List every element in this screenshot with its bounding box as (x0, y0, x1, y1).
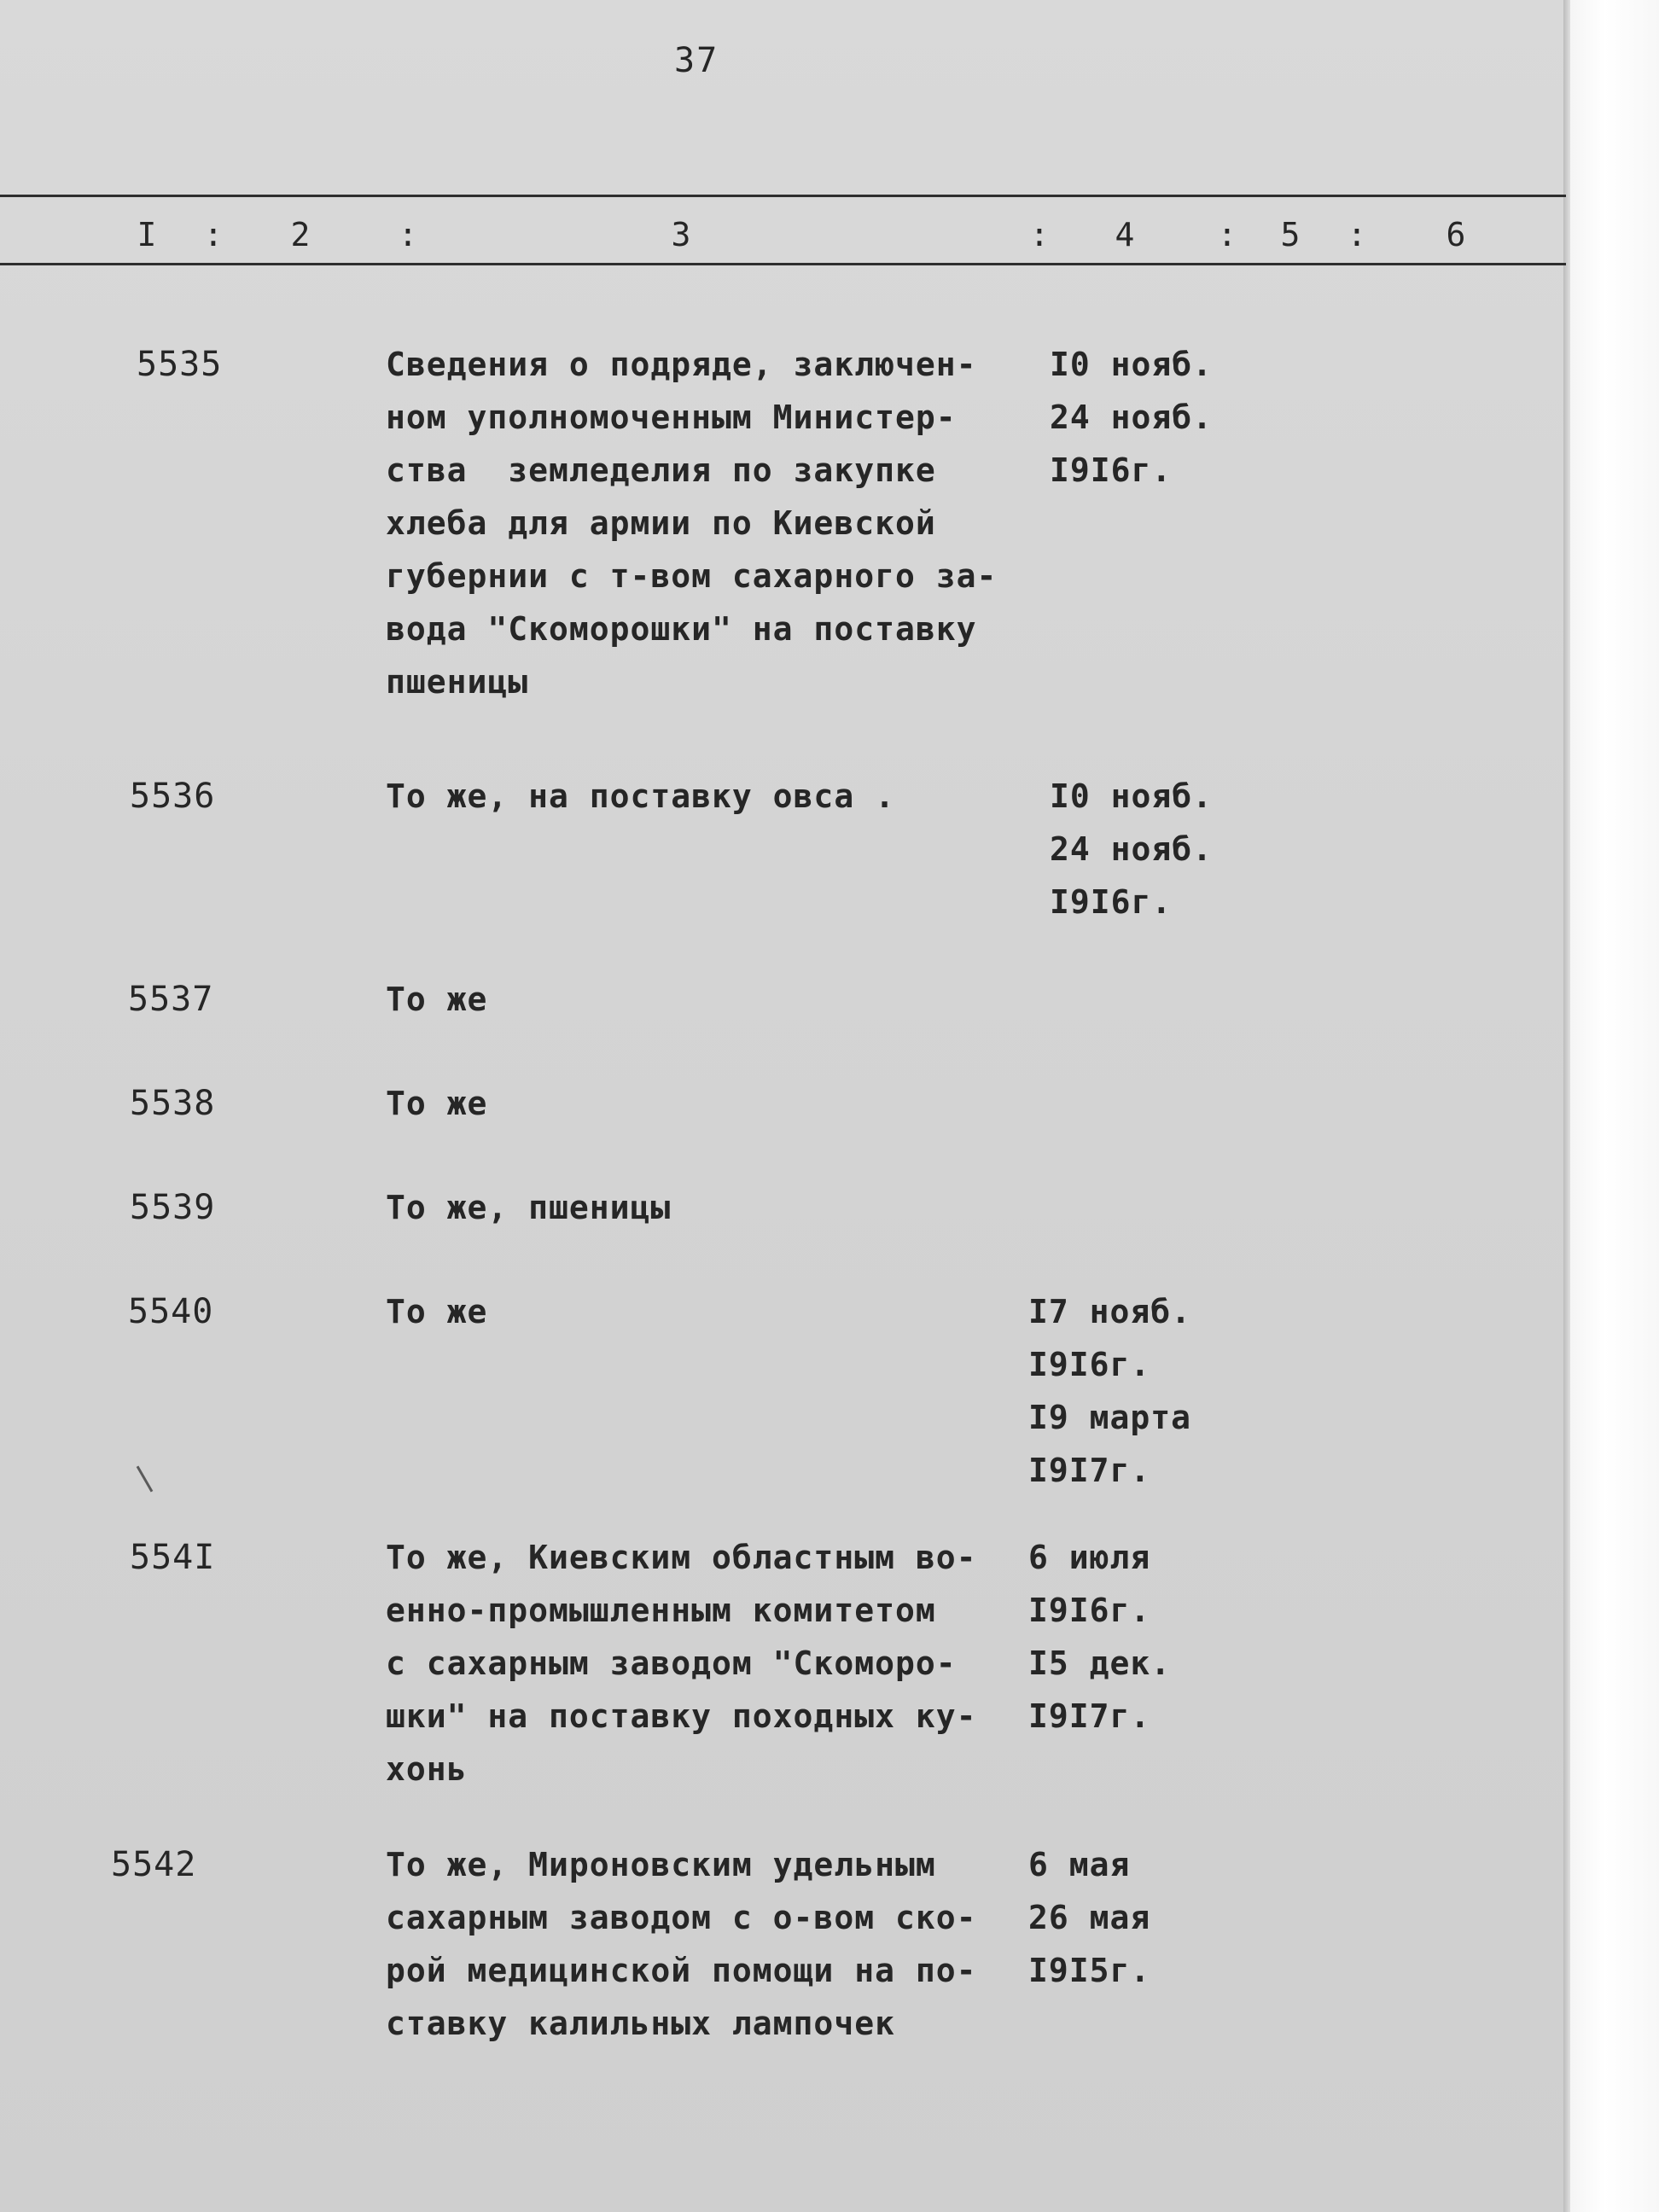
description-line: с сахарным заводом "Скоморо- (386, 1644, 957, 1682)
column-header-separator: : (1347, 216, 1367, 253)
date-line: I9I6г. (1028, 1592, 1151, 1629)
page-number: 37 (674, 41, 719, 80)
description-line: То же (386, 981, 488, 1018)
column-header-2: 2 (290, 216, 311, 253)
description-line: сахарным заводом с о-вом ско- (386, 1899, 977, 1936)
page-margin-background (1569, 0, 1659, 2212)
entry-description (386, 338, 1060, 708)
entry-number: 5536 (130, 777, 216, 816)
date-line: I5 дек. (1028, 1644, 1172, 1682)
date-line: 24 нояб. (1050, 399, 1214, 436)
column-header-separator: : (398, 216, 418, 253)
date-line: I9I7г. (1028, 1697, 1151, 1735)
description-line: ставку калильных лампочек (386, 2005, 895, 2042)
entry-dates (1050, 338, 1254, 497)
entry-dates (1050, 770, 1254, 928)
entry-description (386, 1077, 1060, 1130)
entry-number: 5537 (128, 980, 214, 1019)
date-line: I9I6г. (1050, 883, 1173, 921)
entry-dates (1028, 1285, 1233, 1497)
entry-number: 5542 (111, 1845, 197, 1884)
column-header-separator: : (1217, 216, 1237, 253)
description-line: губернии с т-вом сахарного за- (386, 557, 998, 595)
entry-description (386, 1285, 1060, 1338)
description-line: рой медицинской помощи на по- (386, 1952, 977, 1989)
description-line: То же, на поставку овса . (386, 777, 895, 815)
entry-description (386, 1531, 1060, 1796)
column-header-6: 6 (1446, 216, 1466, 253)
entry-dates (1028, 1838, 1233, 1997)
header-top-rule (0, 195, 1566, 197)
entry-number: 5540 (128, 1292, 214, 1331)
date-line: I9I6г. (1028, 1346, 1151, 1383)
description-line: вода "Скоморошки" на поставку (386, 610, 977, 648)
date-line: 6 июля (1028, 1539, 1151, 1576)
date-line: I9I7г. (1028, 1452, 1151, 1489)
entry-description (386, 1838, 1060, 2050)
description-line: пшеницы (386, 663, 529, 701)
date-line: I9I6г. (1050, 451, 1173, 489)
column-header-1: I (137, 216, 157, 253)
entry-number: 554I (130, 1538, 216, 1577)
date-line: I9 марта (1028, 1399, 1192, 1436)
entry-description (386, 770, 1060, 823)
description-line: ном уполномоченным Министер- (386, 399, 957, 436)
date-line: 24 нояб. (1050, 830, 1214, 868)
description-line: хонь (386, 1750, 468, 1788)
entry-number: 5539 (130, 1188, 216, 1227)
description-line: хлеба для армии по Киевской (386, 504, 936, 542)
entry-number: 5535 (137, 345, 223, 384)
description-line: Сведения о подряде, заключен- (386, 346, 977, 383)
header-bottom-rule (0, 263, 1566, 265)
column-header-separator: : (203, 216, 224, 253)
margin-pencil-mark (137, 1466, 154, 1493)
column-header-3: 3 (671, 216, 691, 253)
entry-dates (1028, 1531, 1233, 1743)
description-line: То же (386, 1085, 488, 1122)
entry-number: 5538 (130, 1084, 216, 1123)
date-line: I0 нояб. (1050, 777, 1214, 815)
description-line: То же, Киевским областным во- (386, 1539, 977, 1576)
column-header-4: 4 (1115, 216, 1135, 253)
entry-description (386, 973, 1060, 1026)
date-line: I9I5г. (1028, 1952, 1151, 1989)
description-line: То же (386, 1293, 488, 1330)
date-line: 6 мая (1028, 1846, 1131, 1883)
column-header-separator: : (1029, 216, 1050, 253)
date-line: 26 мая (1028, 1899, 1151, 1936)
description-line: То же, пшеницы (386, 1189, 672, 1226)
description-line: ства земледелия по закупке (386, 451, 936, 489)
description-line: шки" на поставку походных ку- (386, 1697, 977, 1735)
page-edge-shadow (1563, 0, 1570, 2212)
description-line: енно-промышленным комитетом (386, 1592, 936, 1629)
description-line: То же, Мироновским удельным (386, 1846, 936, 1883)
entry-description (386, 1181, 1060, 1234)
date-line: I0 нояб. (1050, 346, 1214, 383)
date-line: I7 нояб. (1028, 1293, 1192, 1330)
column-header-5: 5 (1280, 216, 1301, 253)
